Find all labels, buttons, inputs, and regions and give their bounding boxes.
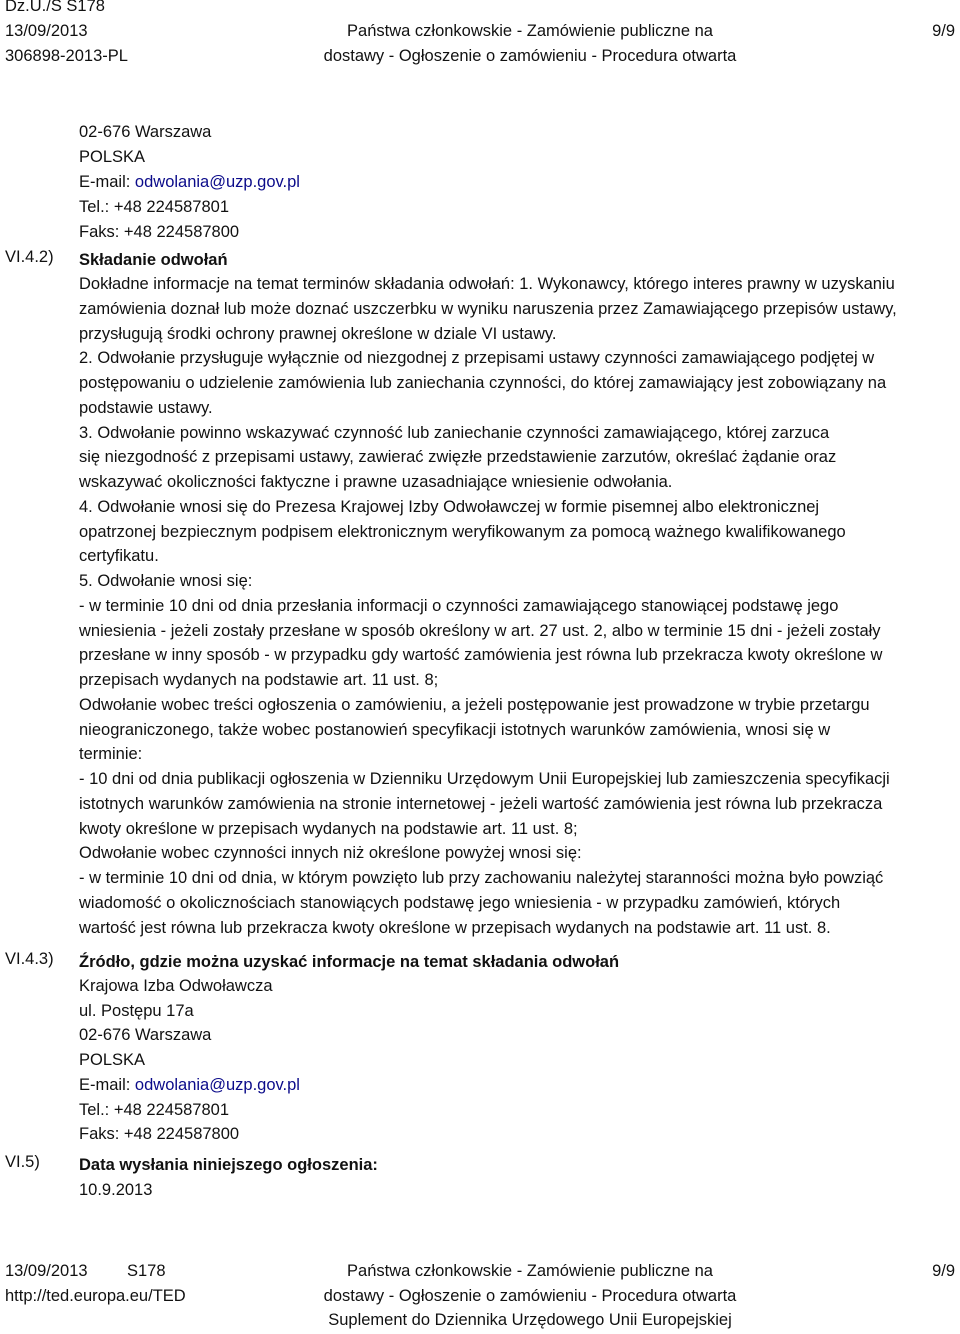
section-number-642: VI.4.2) [5, 248, 54, 266]
footer-title-line3: Suplement do Dziennika Urzędowego Unii Europejskiej [328, 1311, 732, 1329]
section-642-line: wartość jest równa lub przekracza kwoty określone w przepisach wydanych na podstawie art. 11 ust. 8. [79, 918, 831, 937]
section-number-65: VI.5) [5, 1153, 40, 1171]
email-label: E-mail: [79, 173, 135, 191]
section-642-line: wskazywać okoliczności faktyczne i prawne uzasadniające wniesienie odwołania. [79, 473, 673, 491]
section-642-line: 2. Odwołanie przysługuje wyłącznie od niezgodnej z przepisami ustawy czynności zamawiającego podjętej w [79, 349, 875, 368]
section-642-line: Odwołanie wobec czynności innych niż określone powyżej wnosi się: [79, 844, 582, 863]
section-642-line: 4. Odwołanie wnosi się do Prezesa Krajowej Izby Odwoławczej w formie pisemnej albo elektronicznej [79, 497, 820, 516]
org-fax: Faks: +48 224587800 [79, 1125, 240, 1143]
footer-title-line2: dostawy - Ogłoszenie o zamówieniu - Procedura otwarta [323, 1287, 737, 1305]
section-642-line: podstawie ustawy. [79, 398, 213, 417]
contact-city: 02-676 Warszawa [79, 123, 212, 141]
org-email-link[interactable]: odwolania@uzp.gov.pl [134, 1076, 300, 1094]
section-642-line: Dokładne informacje na temat terminów składania odwołań: 1. Wykonawcy, którego interes prawny w uzyskaniu [79, 275, 895, 293]
contact-country: POLSKA [79, 148, 146, 166]
section-642-line: się niezgodność z przepisami ustawy, zawierać zwięzłe przedstawienie zarzutów, określać żądanie oraz [79, 448, 837, 467]
doc-id: 306898-2013-PL [5, 47, 128, 65]
section-heading-642: Składanie odwołań [79, 251, 228, 269]
header-title-line1: Państwa członkowskie - Zamówienie publiczne na [347, 22, 713, 40]
contact-fax: Faks: +48 224587800 [79, 223, 240, 241]
header-page: 9/9 [932, 22, 955, 40]
section-642-line: nieograniczonego, także wobec postanowień specyfikacji istotnych warunków zamówienia, wnosi się w [79, 720, 831, 739]
footer-url[interactable]: http://ted.europa.eu/TED [5, 1287, 186, 1305]
section-642-line: wniesienia - jeżeli zostały przesłane w sposób określony w art. 27 ust. 2, albo w terminie 15 dni - jeżeli zostały [79, 621, 881, 640]
section-642-line: Odwołanie wobec treści ogłoszenia o zamówieniu, a jeżeli postępowanie jest prowadzone w trybie przetargu [79, 695, 870, 714]
section-heading-643: Źródło, gdzie można uzyskać informacje na temat składania odwołań [79, 953, 620, 971]
dispatch-date: 10.9.2013 [79, 1181, 153, 1199]
contact-email-row [79, 170, 300, 195]
section-642-line: terminie: [79, 745, 143, 764]
section-642-line: - w terminie 10 dni od dnia przesłania informacji o czynności zamawiającego stanowiącej podstawę jego [79, 596, 839, 615]
org-email-row [79, 1073, 300, 1098]
footer-date: 13/09/2013 [5, 1262, 88, 1280]
footer-page: 9/9 [932, 1262, 955, 1280]
section-number-643: VI.4.3) [5, 950, 54, 968]
section-642-line: przepisach wydanych na podstawie art. 11 ust. 8; [79, 671, 439, 689]
section-642-line: przysługują środki ochrony prawnej określone w dziale VI ustawy. [79, 324, 557, 343]
section-642-line: zamówienia doznał lub może doznać uszczerbku w wyniku naruszenia przez Zamawiającego przepisów ustawy, [79, 299, 897, 318]
section-642-line: 3. Odwołanie powinno wskazywać czynność lub zaniechanie czynności zamawiającego, której zarzuca [79, 423, 830, 442]
header-title-line2: dostawy - Ogłoszenie o zamówieniu - Procedura otwarta [323, 47, 737, 65]
section-642-line: - w terminie 10 dni od dnia, w którym powzięto lub przy zachowaniu należytej staranności można było powziąć [79, 869, 884, 887]
footer-title-line1: Państwa członkowskie - Zamówienie publiczne na [347, 1262, 713, 1280]
section-642-line: postępowaniu o udzielenie zamówienia lub zaniechania czynności, do której zamawiający jest zobowiązany na [79, 374, 887, 392]
org-street: ul. Postępu 17a [79, 1002, 194, 1020]
section-642-line: wiadomość o okolicznościach stanowiących podstawę jego wniesienia - w przypadku zamówień, których [79, 893, 841, 912]
contact-tel: Tel.: +48 224587801 [79, 198, 230, 216]
section-642-line: certyfikatu. [79, 547, 159, 566]
journal-ref: Dz.U./S S178 [5, 0, 105, 15]
section-642-line: kwoty określone w przepisach wydanych na podstawie art. 11 ust. 8; [79, 819, 578, 838]
section-642-line: przesłane w inny sposób - w przypadku gdy wartość zamówienia jest równa lub przekracza kwoty określone w [79, 646, 883, 665]
org-name: Krajowa Izba Odwoławcza [79, 977, 273, 995]
email-link[interactable]: odwolania@uzp.gov.pl [134, 173, 300, 191]
org-tel: Tel.: +48 224587801 [79, 1101, 230, 1119]
org-email-label: E-mail: [79, 1076, 135, 1094]
org-country: POLSKA [79, 1051, 146, 1069]
header-date: 13/09/2013 [5, 22, 88, 40]
org-city: 02-676 Warszawa [79, 1026, 212, 1044]
footer-series: S178 [127, 1262, 166, 1280]
section-642-line: 5. Odwołanie wnosi się: [79, 572, 253, 590]
section-heading-65: Data wysłania niniejszego ogłoszenia: [79, 1156, 378, 1174]
section-642-line: - 10 dni od dnia publikacji ogłoszenia w Dzienniku Urzędowym Unii Europejskiej lub zamieszczenia specyfikacji [79, 770, 890, 788]
section-642-line: opatrzonej bezpiecznym podpisem elektronicznym weryfikowanym za pomocą ważnego kwalifikowanego [79, 522, 846, 541]
section-642-line: istotnych warunków zamówienia na stronie internetowej - jeżeli wartość zamówienia jest równa lub przekracza [79, 794, 883, 813]
